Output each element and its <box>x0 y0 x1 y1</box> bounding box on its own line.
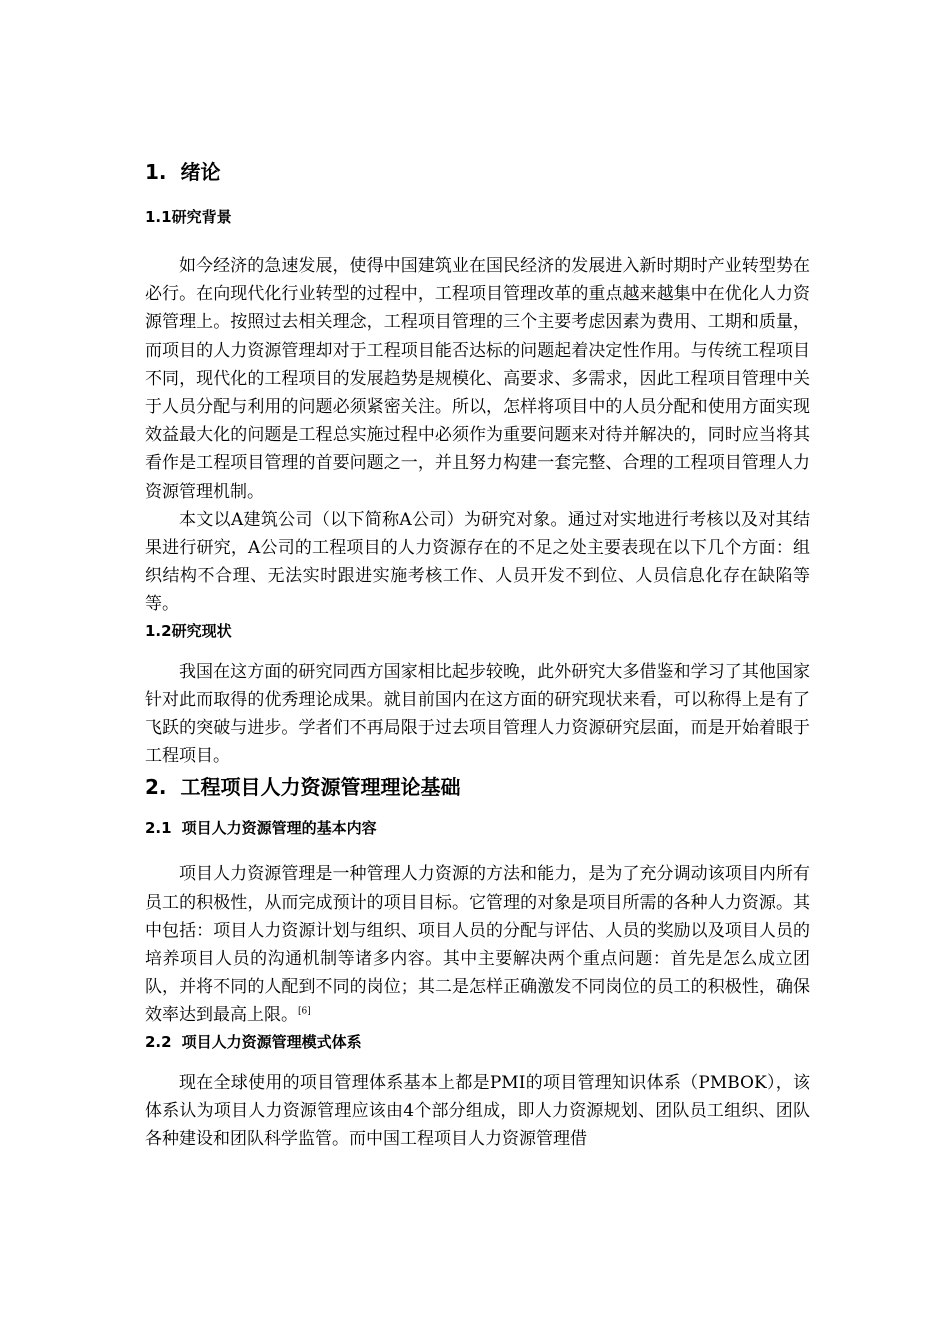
section-title: 绪论 <box>180 160 221 184</box>
subsection-heading <box>145 205 810 229</box>
subsection-number: 1.2 <box>145 621 172 640</box>
section-heading <box>145 158 810 186</box>
subsection-number: 2.1 <box>145 819 172 838</box>
subsection-title: 项目人力资源管理的基本内容 <box>181 819 377 838</box>
subsection-number: 2.2 <box>145 1032 172 1051</box>
subsection-heading <box>145 1030 810 1054</box>
section-number: 1. <box>145 160 167 184</box>
body-paragraph: 本文以A建筑公司（以下简称A公司）为研究对象。通过对实地进行考核以及对其结果进行研究，A公司的工程项目的人力资源存在的不足之处主要表现在以下几个方面：组织结构不合理、无法实时跟进实施考核工作、人员开发不到位、人员信息化存在缺陷等等。 <box>145 509 810 615</box>
subsection-number: 1.1 <box>145 208 172 226</box>
body-paragraph: 如今经济的急速发展，使得中国建筑业在国民经济的发展进入新时期时产业转型势在必行。在向现代化行业转型的过程中，工程项目管理改革的重点越来越集中在优化人力资源管理上。按照过去相关理念，工程项目管理的三个主要考虑因素为费用、工期和质量，而项目的人力资源管理却对于工程项目能否达标的问题起着决定性作用。与传统工程项目不同，现代化的工程项目的发展趋势是规模化、高要求、多需求，因此工程项目管理中关于人员分配与利用的问题必须紧密关注。所以，怎样将项目中的人员分配和使用方面实现效益最大化的问题是工程总实施过程中必须作为重要问题来对待并解决的，同时应当将其看作是工程项目管理的首要问题之一，并且努力构建一套完整、合理的工程项目管理人力资源管理机制。 <box>145 256 810 502</box>
body-paragraph: 我国在这方面的研究同西方国家相比起步较晚，此外研究大多借鉴和学习了其他国家针对此而取得的优秀理论成果。就目前国内在这方面的研究现状来看，可以称得上是有了飞跃的突破与进步。学者们不再局限于过去项目管理人力资源研究层面，而是开始着眼于工程项目。 <box>145 661 810 767</box>
subsection-heading <box>145 816 810 840</box>
body-paragraph <box>145 860 810 1029</box>
section-heading <box>145 773 810 801</box>
subsection-title: 研究背景 <box>171 208 232 226</box>
paragraph-text: 项目人力资源管理是一种管理人力资源的方法和能力，是为了充分调动该项目内所有员工的积极性，从而完成预计的项目目标。它管理的对象是项目所需的各种人力资源。其中包括：项目人力资源计划与组织、项目人员的分配与评估、人员的奖励以及项目人员的培养项目人员的沟通机制等诸多内容。其中主要解决两个重点问题：首先是怎么成立团队，并将不同的人配到不同的岗位；其二是怎样正确激发不同岗位的员工的积极性，确保效率达到最高上限。 <box>145 864 810 1026</box>
document-page <box>145 150 810 1153</box>
subsection-title: 项目人力资源管理模式体系 <box>181 1032 362 1051</box>
citation-marker: [6] <box>298 1006 311 1017</box>
section-number: 2. <box>145 775 167 800</box>
subsection-title: 研究现状 <box>171 621 232 640</box>
subsection-heading <box>145 619 810 643</box>
body-paragraph: 现在全球使用的项目管理体系基本上都是PMI的项目管理知识体系（PMBOK），该体系认为项目人力资源管理应该由4个部分组成，即人力资源规划、团队员工组织、团队各种建设和团队科学监管。而中国工程项目人力资源管理借 <box>145 1072 810 1150</box>
section-title: 工程项目人力资源管理理论基础 <box>180 775 461 800</box>
